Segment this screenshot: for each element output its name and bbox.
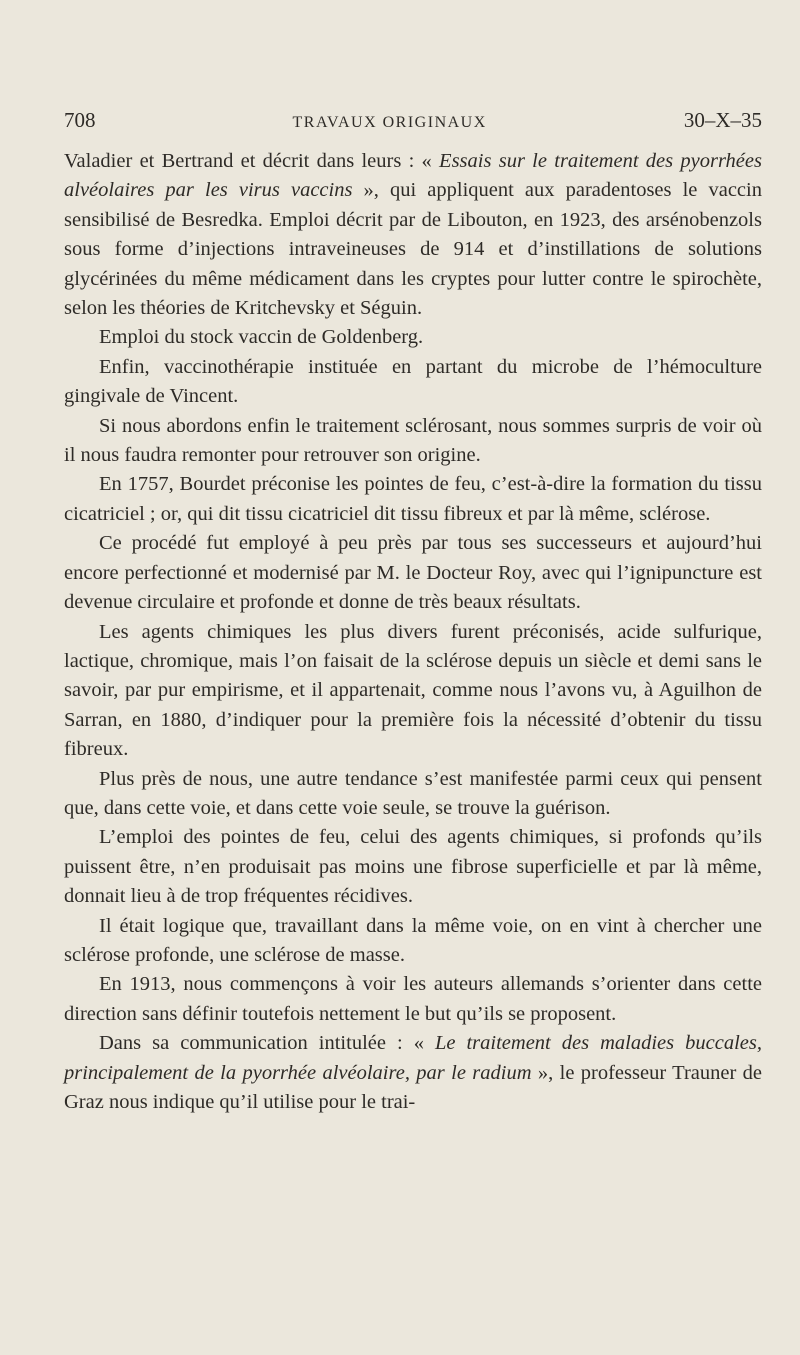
text-run: Il était logique que, travaillant dans la même voie, on en vint à chercher une sclérose profonde, une sclérose de masse. xyxy=(64,914,762,966)
text-run: Plus près de nous, une autre tendance s’est manifestée parmi ceux qui pensent que, dans cette voie, et dans cette voie seule, se trouve la guérison. xyxy=(64,767,762,819)
paragraph xyxy=(64,1029,762,1117)
paragraph xyxy=(64,970,762,1029)
running-title: TRAVAUX ORIGINAUX xyxy=(292,114,487,131)
text-run: En 1913, nous commençons à voir les auteurs allemands s’orienter dans cette direction sans définir toutefois nettement le but qu’ils se proposent. xyxy=(64,973,762,1025)
paragraph xyxy=(64,823,762,911)
paragraph xyxy=(64,912,762,971)
text-run: Ce procédé fut employé à peu près par tous ses successeurs et aujourd’hui encore perfectionné et modernisé par M. le Docteur Roy, avec qui l’ignipuncture est devenue circulaire et profonde et donne de très beaux résultats. xyxy=(64,532,762,614)
paragraph xyxy=(64,470,762,529)
text-run: Si nous abordons enfin le traitement sclérosant, nous sommes surpris de voir où il nous faudra remonter pour retrouver son origine. xyxy=(64,414,762,467)
running-header xyxy=(64,108,762,133)
paragraph xyxy=(64,147,762,323)
text-run: En 1757, Bourdet préconise les pointes de feu, c’est-à-dire la formation du tissu cicatriciel ; or, qui dit tissu cicatriciel dit tissu fibreux et par là même, sclérose. xyxy=(64,473,762,525)
text-run: Valadier et Bertrand et décrit dans leurs : « xyxy=(64,150,440,172)
paragraph xyxy=(64,323,762,352)
italic-title: Essais sur le traitement des pyorrhées alvéolaires par les virus vaccins xyxy=(64,150,762,202)
italic-title: Le traitement des maladies buccales, principalement de la pyorrhée alvéolaire, par le radium xyxy=(64,1032,762,1084)
text-run: », qui appliquent aux paradentoses le vaccin sensibilisé de Besredka. Emploi décrit par de Libouton, en 1923, des arsénobenzols sous forme d’injections intraveineuses de 914 et d’instillations de solutions glycérinées du même médicament dans les cryptes pour lutter contre le spirochète, selon les théories de Kritchevsky et Séguin. xyxy=(64,179,762,320)
paragraph xyxy=(64,412,762,471)
text-run: L’emploi des pointes de feu, celui des agents chimiques, si profonds qu’ils puissent être, n’en produisait pas moins une fibrose superficielle et par là même, donnait lieu à de trop fréquentes récidives. xyxy=(64,826,762,908)
paragraph xyxy=(64,529,762,617)
issue-date: 30–X–35 xyxy=(683,108,762,132)
text-run: Dans sa communication intitulée : « xyxy=(99,1032,435,1055)
paragraph xyxy=(64,353,762,412)
paragraph xyxy=(64,765,762,824)
text-run: Les agents chimiques les plus divers furent préconisés, acide sulfurique, lactique, chromique, mais l’on faisait de la sclérose depuis un siècle et demi sans le savoir, par pur empirisme, et il appartenait, comme nous l’avons vu, à Aguilhon de Sarran, en 1880, d’indiquer pour la première fois la nécessité d’obtenir du tissu fibreux. xyxy=(64,620,762,761)
body-text xyxy=(64,147,762,1117)
text-run: », le professeur Trauner de Graz nous indique qu’il utilise pour le trai- xyxy=(64,1061,763,1113)
paragraph xyxy=(64,618,762,765)
text-run: Emploi du stock vaccin de Goldenberg. xyxy=(99,326,424,349)
page-number: 708 xyxy=(64,108,96,132)
text-run: Enfin, vaccinothérapie instituée en partant du microbe de l’hémoculture gingivale de Vincent. xyxy=(64,355,762,408)
